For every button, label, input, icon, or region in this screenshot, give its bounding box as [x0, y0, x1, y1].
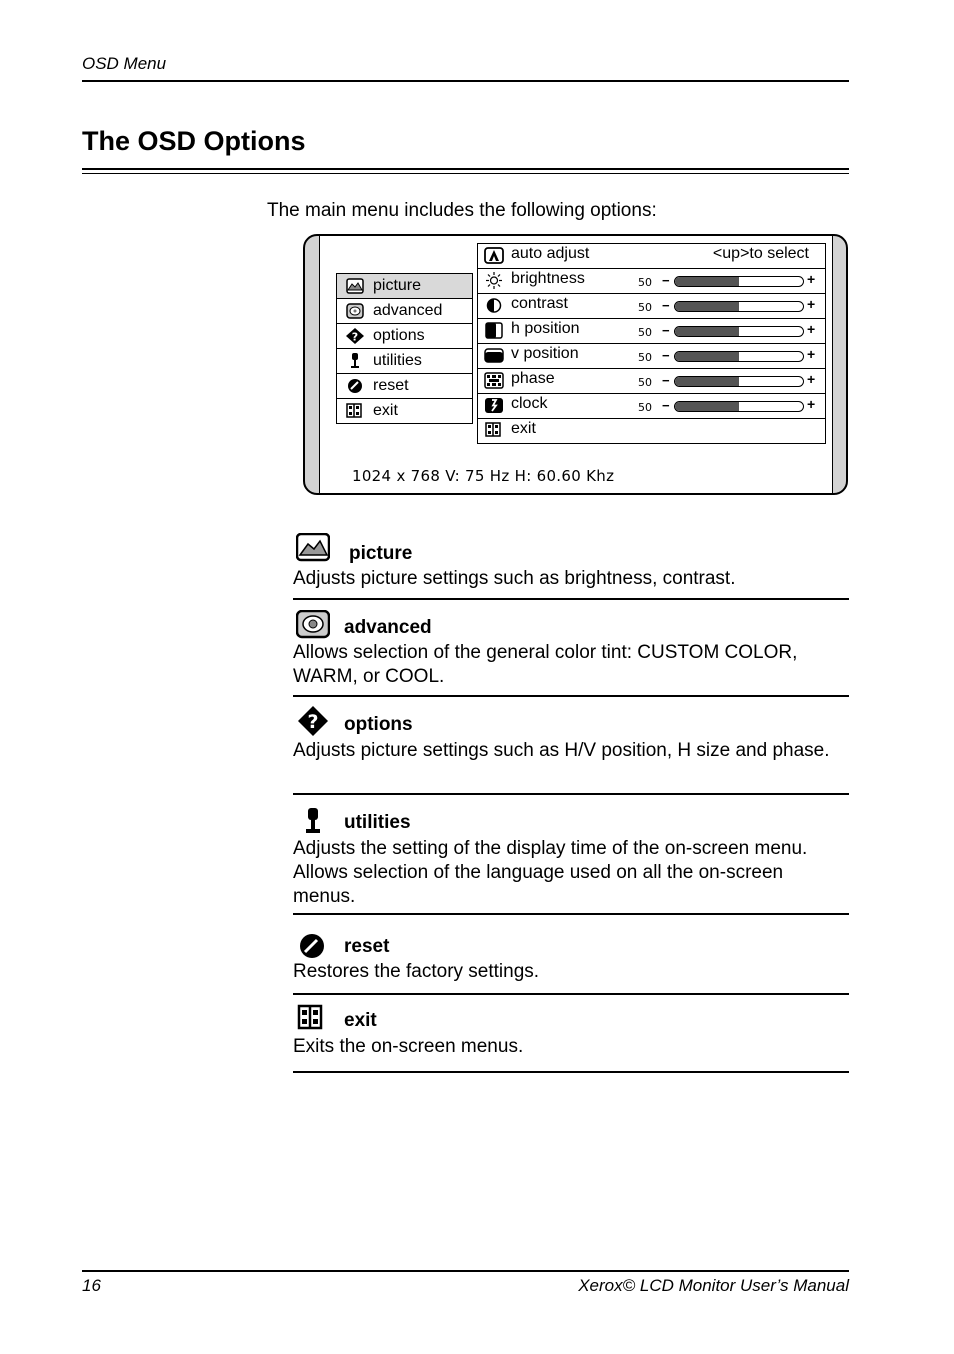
submenu-item-clock[interactable] — [478, 394, 825, 419]
slider-fill — [675, 302, 739, 311]
resolution-status: 1024 x 768 V: 75 Hz H: 60.60 Khz — [352, 467, 615, 485]
submenu-item-brightness[interactable] — [478, 269, 825, 294]
desc-text: Adjusts picture settings such as brightness, contrast. — [293, 568, 736, 589]
submenu-label: clock — [511, 395, 548, 412]
page-number: 16 — [82, 1276, 101, 1295]
page-title: The OSD Options — [82, 126, 306, 156]
increase-icon[interactable]: + — [807, 396, 816, 412]
main-menu-item-advanced[interactable] — [337, 299, 472, 324]
slider-fill — [675, 402, 739, 411]
svg-text:?: ? — [351, 330, 359, 344]
desc-text: Restores the factory settings. — [293, 961, 540, 982]
main-menu-label: utilities — [373, 352, 422, 369]
slider-fill — [675, 352, 739, 361]
main-menu-label: advanced — [373, 302, 443, 319]
brightness-slider[interactable] — [674, 276, 804, 287]
phase-slider[interactable] — [674, 376, 804, 387]
running-header: OSD Menu — [82, 54, 167, 73]
exit-icon — [484, 422, 504, 439]
desc-rule — [293, 598, 849, 600]
main-menu-item-options[interactable] — [337, 324, 472, 349]
main-menu-item-exit[interactable] — [337, 399, 472, 423]
phase-icon — [484, 372, 504, 389]
desc-text: Allows selection of the general color tint: CUSTOM COLOR, WARM, or COOL. — [293, 642, 798, 687]
decrease-icon[interactable]: − — [662, 273, 670, 288]
submenu-item-v-position[interactable] — [478, 344, 825, 369]
increase-icon[interactable]: + — [807, 321, 816, 337]
submenu-item-phase[interactable] — [478, 369, 825, 394]
contrast-icon — [484, 297, 504, 314]
desc-title: utilities — [344, 812, 411, 833]
utilities-icon — [296, 806, 330, 836]
header-rule — [82, 80, 849, 82]
submenu-label: auto adjust — [511, 245, 590, 262]
title-rule-bottom — [82, 173, 849, 174]
desc-title: advanced — [344, 617, 432, 638]
slider-fill — [675, 277, 739, 286]
desc-title: picture — [349, 543, 413, 564]
desc-rule — [293, 913, 849, 915]
submenu-label: exit — [511, 420, 536, 437]
h-position-icon — [484, 322, 504, 339]
utilities-icon — [346, 353, 364, 369]
v-position-icon — [484, 347, 504, 364]
slider-fill — [675, 327, 739, 336]
slider-value: 50 — [638, 376, 652, 389]
h-position-slider[interactable] — [674, 326, 804, 337]
submenu-label: brightness — [511, 270, 585, 287]
reset-icon — [346, 378, 364, 394]
main-menu-label: reset — [373, 377, 409, 394]
desc-title: exit — [344, 1010, 377, 1031]
intro-text: The main menu includes the following options: — [267, 200, 657, 221]
exit-icon — [346, 403, 364, 419]
osd-screen — [319, 236, 833, 495]
increase-icon[interactable]: + — [807, 346, 816, 362]
slider-value: 50 — [638, 351, 652, 364]
main-menu-item-reset[interactable] — [337, 374, 472, 399]
desc-text: Adjusts picture settings such as H/V position, H size and phase. — [293, 740, 830, 761]
submenu-label: h position — [511, 320, 580, 337]
svg-text:?: ? — [307, 711, 319, 733]
main-menu-item-utilities[interactable] — [337, 349, 472, 374]
title-rule-top — [82, 168, 849, 170]
v-position-slider[interactable] — [674, 351, 804, 362]
submenu-label: contrast — [511, 295, 568, 312]
decrease-icon[interactable]: − — [662, 323, 670, 338]
decrease-icon[interactable]: − — [662, 398, 670, 413]
submenu-item-auto-adjust[interactable] — [478, 244, 825, 269]
advanced-icon — [296, 610, 330, 640]
osd-main-menu — [336, 273, 473, 424]
contrast-slider[interactable] — [674, 301, 804, 312]
main-menu-label: options — [373, 327, 425, 344]
desc-text: Exits the on-screen menus. — [293, 1036, 524, 1057]
submenu-item-contrast[interactable] — [478, 294, 825, 319]
clock-icon — [484, 397, 504, 414]
decrease-icon[interactable]: − — [662, 298, 670, 313]
osd-panel — [303, 234, 848, 495]
options-icon — [346, 328, 364, 344]
slider-value: 50 — [638, 301, 652, 314]
main-menu-label: picture — [373, 277, 422, 294]
decrease-icon[interactable]: − — [662, 373, 670, 388]
exit-icon — [296, 1004, 330, 1034]
reset-icon — [296, 931, 330, 961]
desc-rule — [293, 695, 849, 697]
slider-fill — [675, 377, 739, 386]
main-menu-label: exit — [373, 402, 398, 419]
submenu-label: v position — [511, 345, 579, 362]
slider-value: 50 — [638, 326, 652, 339]
desc-title: options — [344, 714, 413, 735]
picture-icon — [346, 278, 364, 294]
slider-value: 50 — [638, 276, 652, 289]
osd-sub-menu — [477, 243, 826, 444]
manual-title: Xerox© LCD Monitor User’s Manual — [578, 1276, 849, 1295]
increase-icon[interactable]: + — [807, 271, 816, 287]
auto-adjust-icon — [484, 247, 504, 264]
increase-icon[interactable]: + — [807, 296, 816, 312]
slider-value: 50 — [638, 401, 652, 414]
picture-icon — [296, 533, 330, 563]
submenu-label: phase — [511, 370, 555, 387]
desc-rule — [293, 793, 849, 795]
increase-icon[interactable]: + — [807, 371, 816, 387]
options-icon — [296, 706, 330, 736]
submenu-item-exit[interactable] — [478, 419, 825, 443]
main-menu-item-picture[interactable] — [337, 274, 472, 299]
submenu-item-h-position[interactable] — [478, 319, 825, 344]
desc-rule — [293, 993, 849, 995]
select-hint: <up>to select — [712, 245, 809, 262]
footer-rule — [82, 1270, 849, 1272]
advanced-icon — [346, 303, 364, 319]
desc-text: Adjusts the setting of the display time of the on-screen menu. Allows selection of the language used on all the on-screen menus. — [293, 838, 808, 907]
brightness-icon — [484, 272, 504, 289]
desc-title: reset — [344, 936, 390, 957]
desc-rule — [293, 1071, 849, 1073]
clock-slider[interactable] — [674, 401, 804, 412]
decrease-icon[interactable]: − — [662, 348, 670, 363]
